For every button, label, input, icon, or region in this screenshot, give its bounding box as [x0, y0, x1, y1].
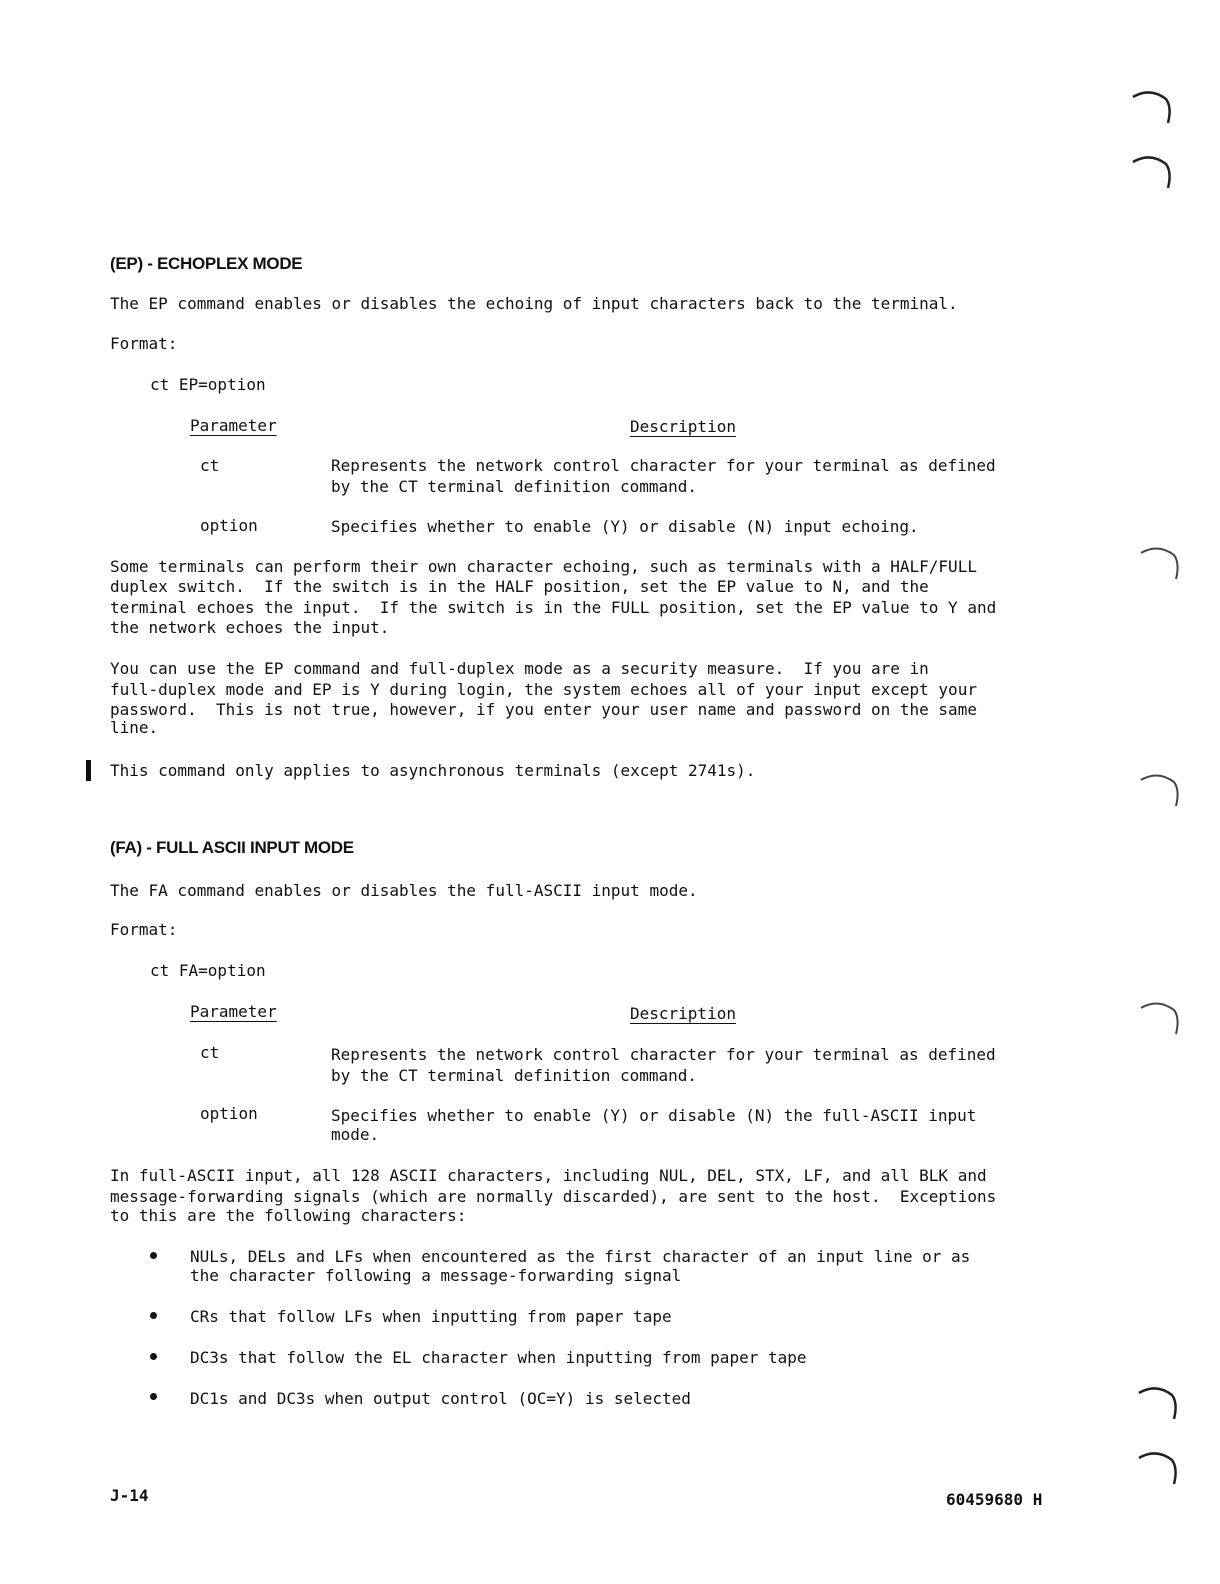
ep-note-text: This command only applies to asynchronous terminals (except 2741s). — [110, 761, 756, 780]
fa-param-ct-desc-line1: Represents the network control character for your terminal as defined — [331, 1045, 996, 1064]
footer-page-number: J-14 — [110, 1486, 149, 1505]
fa-param-option-desc-line2: mode. — [331, 1125, 380, 1144]
fa-intro-text: The FA command enables or disables the full-ASCII input mode. — [110, 881, 698, 900]
binder-hole-mark — [1136, 1448, 1178, 1490]
ep-param-option-desc-line1: Specifies whether to enable (Y) or disable (N) input echoing. — [331, 517, 919, 536]
bullet-dot — [150, 1312, 157, 1319]
binder-hole-mark — [1138, 543, 1180, 585]
bullet-dot — [150, 1393, 157, 1400]
fa-para1-line1: In full-ASCII input, all 128 ASCII characters, including NUL, DEL, STX, LF, and all BLK and — [110, 1166, 987, 1185]
ep-parameter-header: Parameter — [190, 416, 277, 435]
ep-para1-line2: duplex switch. If the switch is in the HALF position, set the EP value to N, and the — [110, 577, 929, 596]
binder-hole-mark — [1130, 85, 1172, 127]
fa-para1-line2: message-forwarding signals (which are normally discarded), are sent to the host. Exceptions — [110, 1187, 997, 1206]
fa-bullet-2-line1: CRs that follow LFs when inputting from paper tape — [190, 1307, 672, 1326]
fa-param-option-desc-line1: Specifies whether to enable (Y) or disable (N) the full-ASCII input — [331, 1106, 977, 1125]
fa-format-syntax: ct FA=option — [150, 961, 266, 980]
fa-bullet-3-line1: DC3s that follow the EL character when inputting from paper tape — [190, 1348, 807, 1367]
fa-param-option-name: option — [200, 1104, 258, 1123]
ep-para2-line3: password. This is not true, however, if you enter your user name and password on the same — [110, 700, 977, 719]
ep-format-label: Format: — [110, 334, 178, 353]
ep-para1-line4: the network echoes the input. — [110, 618, 390, 637]
ep-param-ct-desc-line2: by the CT terminal definition command. — [331, 477, 698, 496]
ep-param-ct-name: ct — [200, 456, 220, 475]
ep-param-option-name: option — [200, 516, 258, 535]
change-bar — [86, 760, 91, 781]
fa-bullet-4-line1: DC1s and DC3s when output control (OC=Y) is selected — [190, 1389, 691, 1408]
ep-intro-text: The EP command enables or disables the echoing of input characters back to the terminal. — [110, 294, 958, 313]
binder-hole-mark — [1130, 150, 1172, 192]
ep-para2-line2: full-duplex mode and EP is Y during login, the system echoes all of your input except your — [110, 680, 977, 699]
ep-para2-line1: You can use the EP command and full-duplex mode as a security measure. If you are in — [110, 659, 929, 678]
ep-param-ct-desc-line1: Represents the network control character for your terminal as defined — [331, 456, 996, 475]
fa-format-label: Format: — [110, 920, 178, 939]
footer-doc-number: 60459680 H — [946, 1490, 1043, 1509]
ep-para2-line4: line. — [110, 718, 159, 737]
fa-section-heading: (FA) - FULL ASCII INPUT MODE — [110, 838, 354, 857]
ep-section-heading: (EP) - ECHOPLEX MODE — [110, 254, 303, 273]
fa-para1-line3: to this are the following characters: — [110, 1206, 467, 1225]
ep-description-header: Description — [630, 417, 736, 436]
fa-parameter-header: Parameter — [190, 1002, 277, 1021]
fa-description-header: Description — [630, 1004, 736, 1023]
fa-bullet-1-line1: NULs, DELs and LFs when encountered as the first character of an input line or as — [190, 1247, 971, 1266]
bullet-dot — [150, 1353, 157, 1360]
bullet-dot — [150, 1252, 157, 1259]
ep-para1-line3: terminal echoes the input. If the switch is in the FULL position, set the EP value to Y and — [110, 598, 997, 617]
fa-param-ct-name: ct — [200, 1043, 220, 1062]
binder-hole-mark — [1138, 998, 1180, 1040]
ep-para1-line1: Some terminals can perform their own character echoing, such as terminals with a HALF/FULL — [110, 557, 977, 576]
binder-hole-mark — [1138, 770, 1180, 812]
fa-bullet-1-line2: the character following a message-forwarding signal — [190, 1266, 682, 1285]
ep-format-syntax: ct EP=option — [150, 375, 266, 394]
binder-hole-mark — [1136, 1383, 1178, 1425]
fa-param-ct-desc-line2: by the CT terminal definition command. — [331, 1066, 698, 1085]
